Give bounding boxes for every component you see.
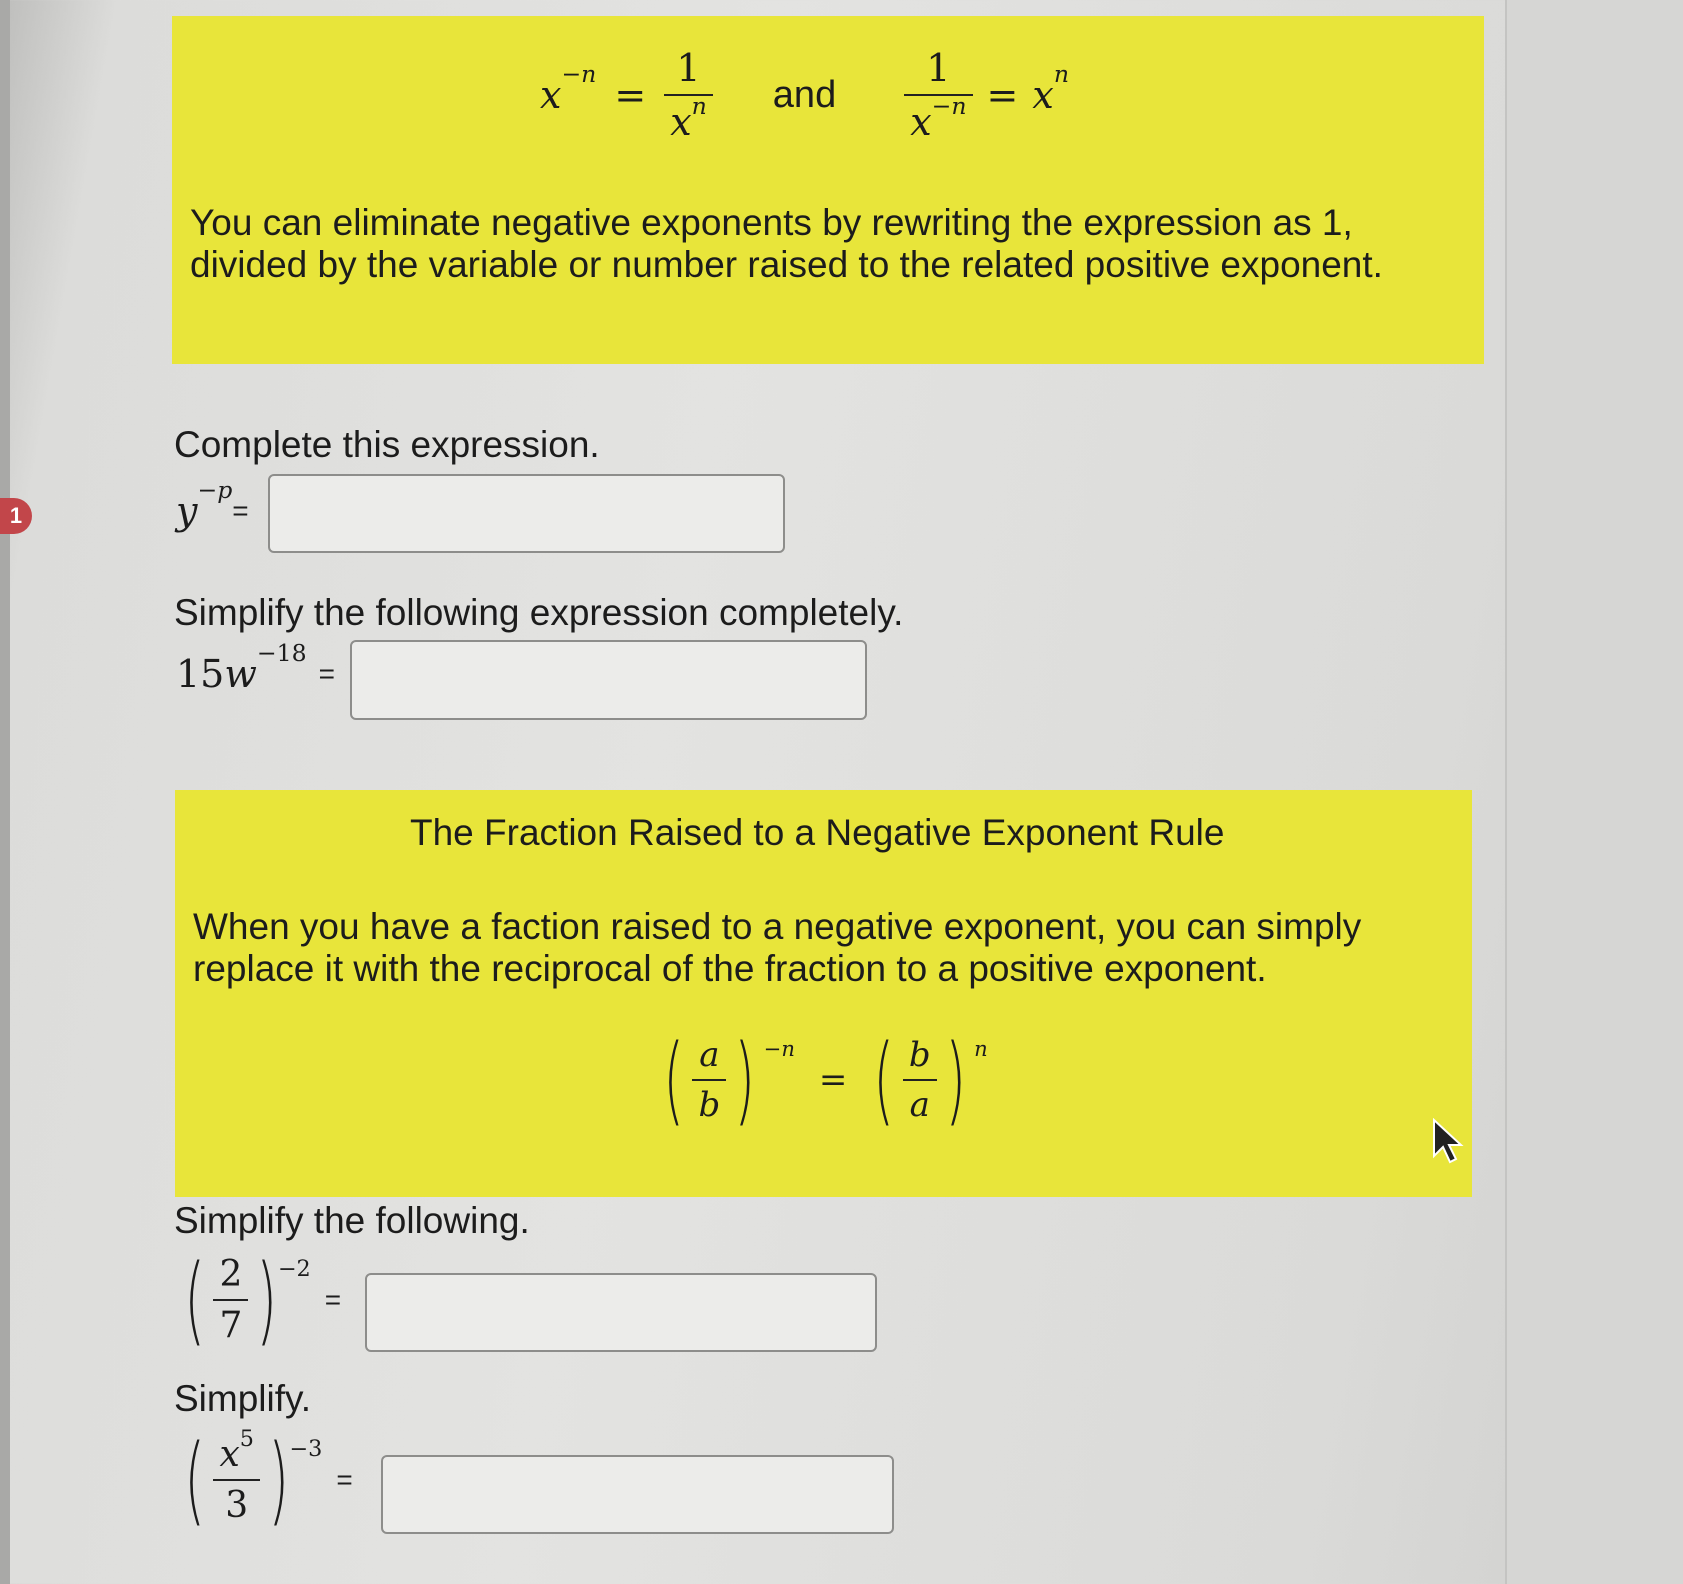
denominator: 7 [219, 1305, 243, 1346]
rule1-description: You can eliminate negative exponents by rewriting the expression as 1, divided by the variable or number raised to the related positive exponent. [190, 202, 1383, 285]
fraction-a-over-b [692, 1035, 726, 1125]
equals-sign: = [986, 73, 1019, 117]
numerator: b [908, 1035, 931, 1075]
q3-expression [176, 1245, 341, 1355]
rhs-exponent: n [1053, 59, 1069, 88]
left-paren: ( [663, 1024, 685, 1136]
denominator-exponent: −n [931, 91, 967, 120]
fraction-one-over-x-n [664, 46, 713, 144]
equals-sign: = [318, 658, 335, 689]
rhs-base: x [1032, 73, 1054, 117]
mouse-cursor-icon [1431, 1118, 1465, 1166]
right-paren: ) [945, 1024, 966, 1136]
q2-answer-input[interactable] [350, 640, 867, 720]
denominator-base: x [670, 100, 692, 144]
denominator: b [698, 1085, 721, 1125]
equals-sign: = [324, 1284, 342, 1315]
q1-answer-input[interactable] [268, 474, 785, 553]
q4-answer-input[interactable] [381, 1455, 894, 1534]
numerator: a [699, 1035, 720, 1075]
right-margin [1505, 0, 1683, 1584]
reciprocal-rule-formula [655, 1015, 988, 1145]
q2-base: w [224, 652, 257, 696]
fraction-b-over-a [903, 1035, 937, 1125]
rhs-exponent: n [974, 1035, 988, 1061]
q4-expression [176, 1420, 353, 1540]
denominator-base: x [910, 100, 932, 144]
negative-exponent-rule-box [172, 16, 1484, 364]
equals-sign: = [232, 495, 249, 526]
left-paren: ( [184, 1424, 206, 1536]
q4-prompt: Simplify. [174, 1378, 312, 1419]
denominator-exponent: n [691, 91, 707, 120]
page-edge [0, 0, 10, 1584]
right-paren: ) [256, 1244, 278, 1356]
denominator: 3 [225, 1485, 249, 1526]
q2-exponent: −18 [256, 638, 307, 667]
equals-sign: = [614, 73, 647, 117]
fraction-negative-exponent-rule-box [175, 790, 1472, 1197]
numerator: 1 [926, 46, 951, 90]
and-label: and [772, 73, 837, 116]
numerator-base: x [219, 1434, 240, 1475]
right-paren: ) [734, 1024, 756, 1136]
q3-exponent: −2 [277, 1255, 311, 1282]
q2-prompt: Simplify the following expression completely. [174, 592, 904, 633]
equals-sign: = [818, 1060, 848, 1100]
fraction-one-over-x-neg-n [904, 46, 972, 144]
right-paren: ) [268, 1424, 289, 1536]
q2-coefficient: 15 [176, 652, 225, 696]
q2-expression [176, 638, 335, 702]
q3-prompt: Simplify the following. [174, 1200, 530, 1241]
q1-exponent: −p [197, 475, 233, 504]
left-paren: ( [184, 1244, 206, 1356]
q3-answer-input[interactable] [365, 1273, 877, 1352]
lhs-exponent: −n [561, 59, 597, 88]
lhs-exponent: −n [763, 1035, 795, 1061]
numerator: 1 [676, 46, 701, 90]
rule2-title: The Fraction Raised to a Negative Exponent Rule [410, 812, 1225, 853]
lhs-base: x [540, 73, 562, 117]
q1-base: y [176, 489, 198, 533]
question-number-badge: 1 [0, 498, 32, 534]
fraction-x5-over-3 [213, 1425, 260, 1526]
fraction-2-over-7 [213, 1254, 248, 1346]
rule2-description: When you have a faction raised to a negative exponent, you can simply replace it with the reciprocal of the fraction to a positive exponent. [193, 906, 1362, 989]
q4-exponent: −3 [289, 1435, 323, 1462]
numerator: 2 [219, 1254, 243, 1295]
negative-exponent-formula [540, 40, 1069, 150]
equals-sign: = [336, 1464, 353, 1495]
left-paren: ( [873, 1024, 895, 1136]
q1-expression [176, 475, 249, 536]
denominator: a [909, 1085, 930, 1125]
numerator-exponent: 5 [239, 1425, 254, 1452]
q1-prompt: Complete this expression. [174, 424, 600, 465]
